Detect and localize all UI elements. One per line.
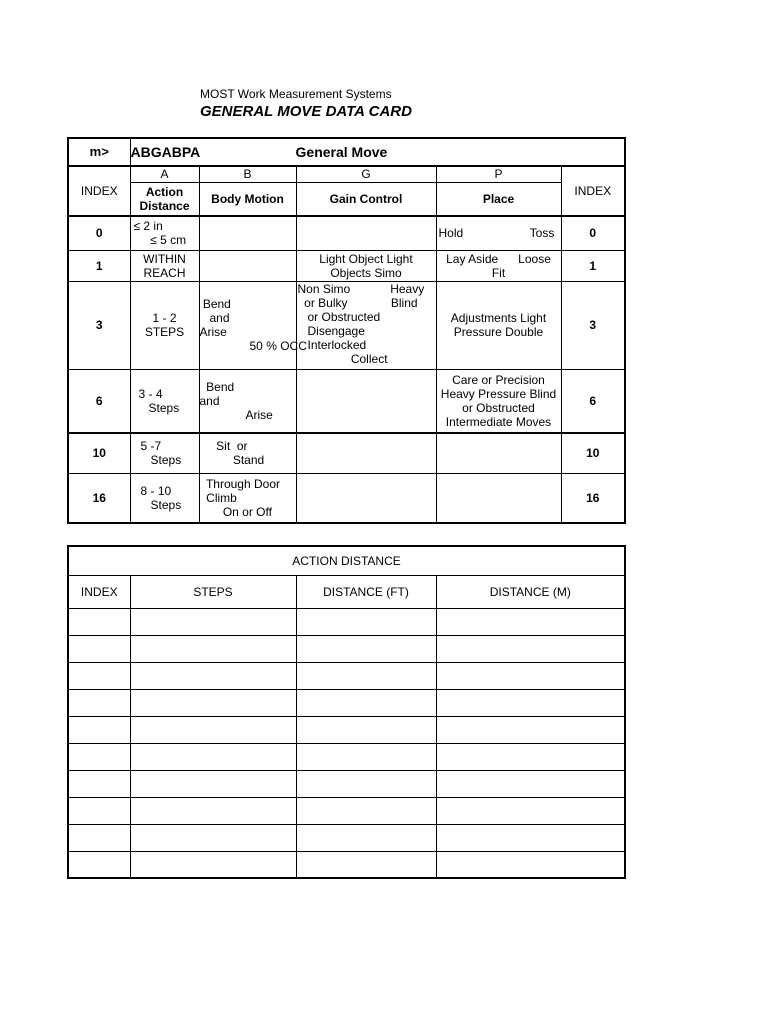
cell-action-distance: 3 - 4 Steps: [138, 386, 180, 415]
header-distance-ft: DISTANCE (FT): [296, 575, 436, 608]
table-row: [68, 716, 625, 743]
cell-body-motion: Bend and Arise 50 % OCC: [199, 297, 307, 353]
cell-distance-m: [436, 662, 625, 689]
cell-index: [68, 608, 130, 635]
row-index-right: 1: [561, 250, 625, 281]
row-index-right: 3: [561, 281, 625, 369]
row-index-right: 6: [561, 369, 625, 433]
cell-place: Adjustments Light Pressure Double: [450, 311, 547, 339]
cell-body-motion: [199, 216, 296, 250]
sequence-name: General Move: [295, 144, 388, 160]
cell-index: [68, 743, 130, 770]
cell-index: [68, 635, 130, 662]
cell-steps: [130, 770, 296, 797]
cell-distance-ft: [296, 851, 436, 878]
table-row: [68, 635, 625, 662]
header-index: INDEX: [68, 575, 130, 608]
header-action-distance: Action Distance: [139, 184, 190, 213]
table-row: [68, 797, 625, 824]
cell-body-motion: [199, 250, 296, 281]
cell-action-distance: 5 -7 Steps: [140, 439, 182, 468]
column-letter-g: G: [296, 166, 436, 182]
cell-steps: [130, 851, 296, 878]
cell-distance-m: [436, 608, 625, 635]
table-row: [68, 770, 625, 797]
sequence-model: [130, 138, 436, 166]
cell-index: [68, 770, 130, 797]
header-gain-control: Gain Control: [296, 182, 436, 216]
table-row: [68, 281, 625, 369]
row-index: 3: [68, 281, 130, 369]
cell-distance-ft: [296, 662, 436, 689]
table-row: [68, 216, 625, 250]
cell-distance-ft: [296, 824, 436, 851]
cell-distance-m: [436, 689, 625, 716]
sequence-prefix: m>: [68, 138, 130, 166]
cell-steps: [130, 743, 296, 770]
cell-body-motion: Through Door Climb On or Off: [205, 476, 280, 519]
index-header-left: INDEX: [68, 166, 130, 216]
cell-distance-m: [436, 824, 625, 851]
cell-distance-ft: [296, 635, 436, 662]
cell-steps: [130, 635, 296, 662]
cell-place: Care or Precision Heavy Pressure Blind or Obstructed Intermediate Moves: [440, 372, 557, 429]
cell-index: [68, 797, 130, 824]
cell-steps: [130, 797, 296, 824]
row-index: 6: [68, 369, 130, 433]
cell-distance-ft: [296, 716, 436, 743]
index-header-right: INDEX: [561, 166, 625, 216]
cell-distance-m: [436, 797, 625, 824]
cell-index: [68, 689, 130, 716]
cell-action-distance: WITHIN REACH: [143, 251, 186, 280]
cell-distance-ft: [296, 770, 436, 797]
header-distance-m: DISTANCE (M): [436, 575, 625, 608]
cell-place: Lay Aside Loose Fit: [446, 251, 551, 280]
row-index: 10: [68, 433, 130, 473]
cell-body-motion: Bend and Arise: [199, 379, 273, 422]
action-distance-table: [67, 545, 626, 879]
cell-distance-ft: [296, 797, 436, 824]
cell-distance-m: [436, 635, 625, 662]
table-row: [68, 824, 625, 851]
cell-gain-control: [296, 433, 436, 473]
cell-index: [68, 662, 130, 689]
table-row: [68, 662, 625, 689]
column-letter-p: P: [436, 166, 561, 182]
sequence-code: ABGABPA: [130, 144, 200, 160]
cell-action-distance: 8 - 10 Steps: [140, 483, 182, 512]
cell-action-distance: 1 - 2 STEPS: [144, 311, 185, 339]
row-index-right: 16: [561, 473, 625, 523]
cell-index: [68, 824, 130, 851]
row-index-right: 0: [561, 216, 625, 250]
cell-steps: [130, 689, 296, 716]
cell-gain-control: Light Object Light Objects Simo: [319, 251, 413, 280]
column-letter-b: B: [199, 166, 296, 182]
cell-steps: [130, 608, 296, 635]
cell-distance-m: [436, 851, 625, 878]
cell-gain-control: Non Simo Heavy or Bulky Blind or Obstructed Disengage Interlocked Collect: [297, 281, 425, 366]
table-row: [68, 743, 625, 770]
cell-distance-ft: [296, 608, 436, 635]
cell-distance-m: [436, 770, 625, 797]
table-row: [68, 369, 625, 433]
table-row: [68, 473, 625, 523]
cell-place: Hold Toss: [438, 226, 555, 241]
row-index-right: 10: [561, 433, 625, 473]
cell-action-distance: ≤ 2 in ≤ 5 cm: [133, 219, 187, 248]
cell-place: [436, 433, 561, 473]
cell-index: [68, 851, 130, 878]
table-row: [68, 433, 625, 473]
cell-steps: [130, 662, 296, 689]
cell-steps: [130, 824, 296, 851]
action-distance-rows: [68, 608, 625, 878]
header-place: Place: [436, 182, 561, 216]
action-distance-title: ACTION DISTANCE: [68, 546, 625, 575]
table-row: [68, 608, 625, 635]
table-row: [68, 689, 625, 716]
row-index: 0: [68, 216, 130, 250]
table-row: [68, 250, 625, 281]
general-move-data-card: [67, 137, 626, 524]
document-title: GENERAL MOVE DATA CARD: [200, 103, 412, 120]
cell-gain-control: [296, 216, 436, 250]
row-index: 1: [68, 250, 130, 281]
cell-distance-ft: [296, 743, 436, 770]
cell-gain-control: [296, 473, 436, 523]
table-row: [68, 851, 625, 878]
cell-distance-m: [436, 716, 625, 743]
column-letter-a: A: [130, 166, 199, 182]
row-index: 16: [68, 473, 130, 523]
cell-gain-control: [296, 369, 436, 433]
cell-steps: [130, 716, 296, 743]
cell-index: [68, 716, 130, 743]
header-body-motion: Body Motion: [199, 182, 296, 216]
cell-place: [436, 473, 561, 523]
cell-body-motion: Sit or Stand: [216, 439, 265, 468]
cell-distance-m: [436, 743, 625, 770]
cell-distance-ft: [296, 689, 436, 716]
header-steps: STEPS: [130, 575, 296, 608]
document-subtitle: MOST Work Measurement Systems: [200, 87, 392, 101]
